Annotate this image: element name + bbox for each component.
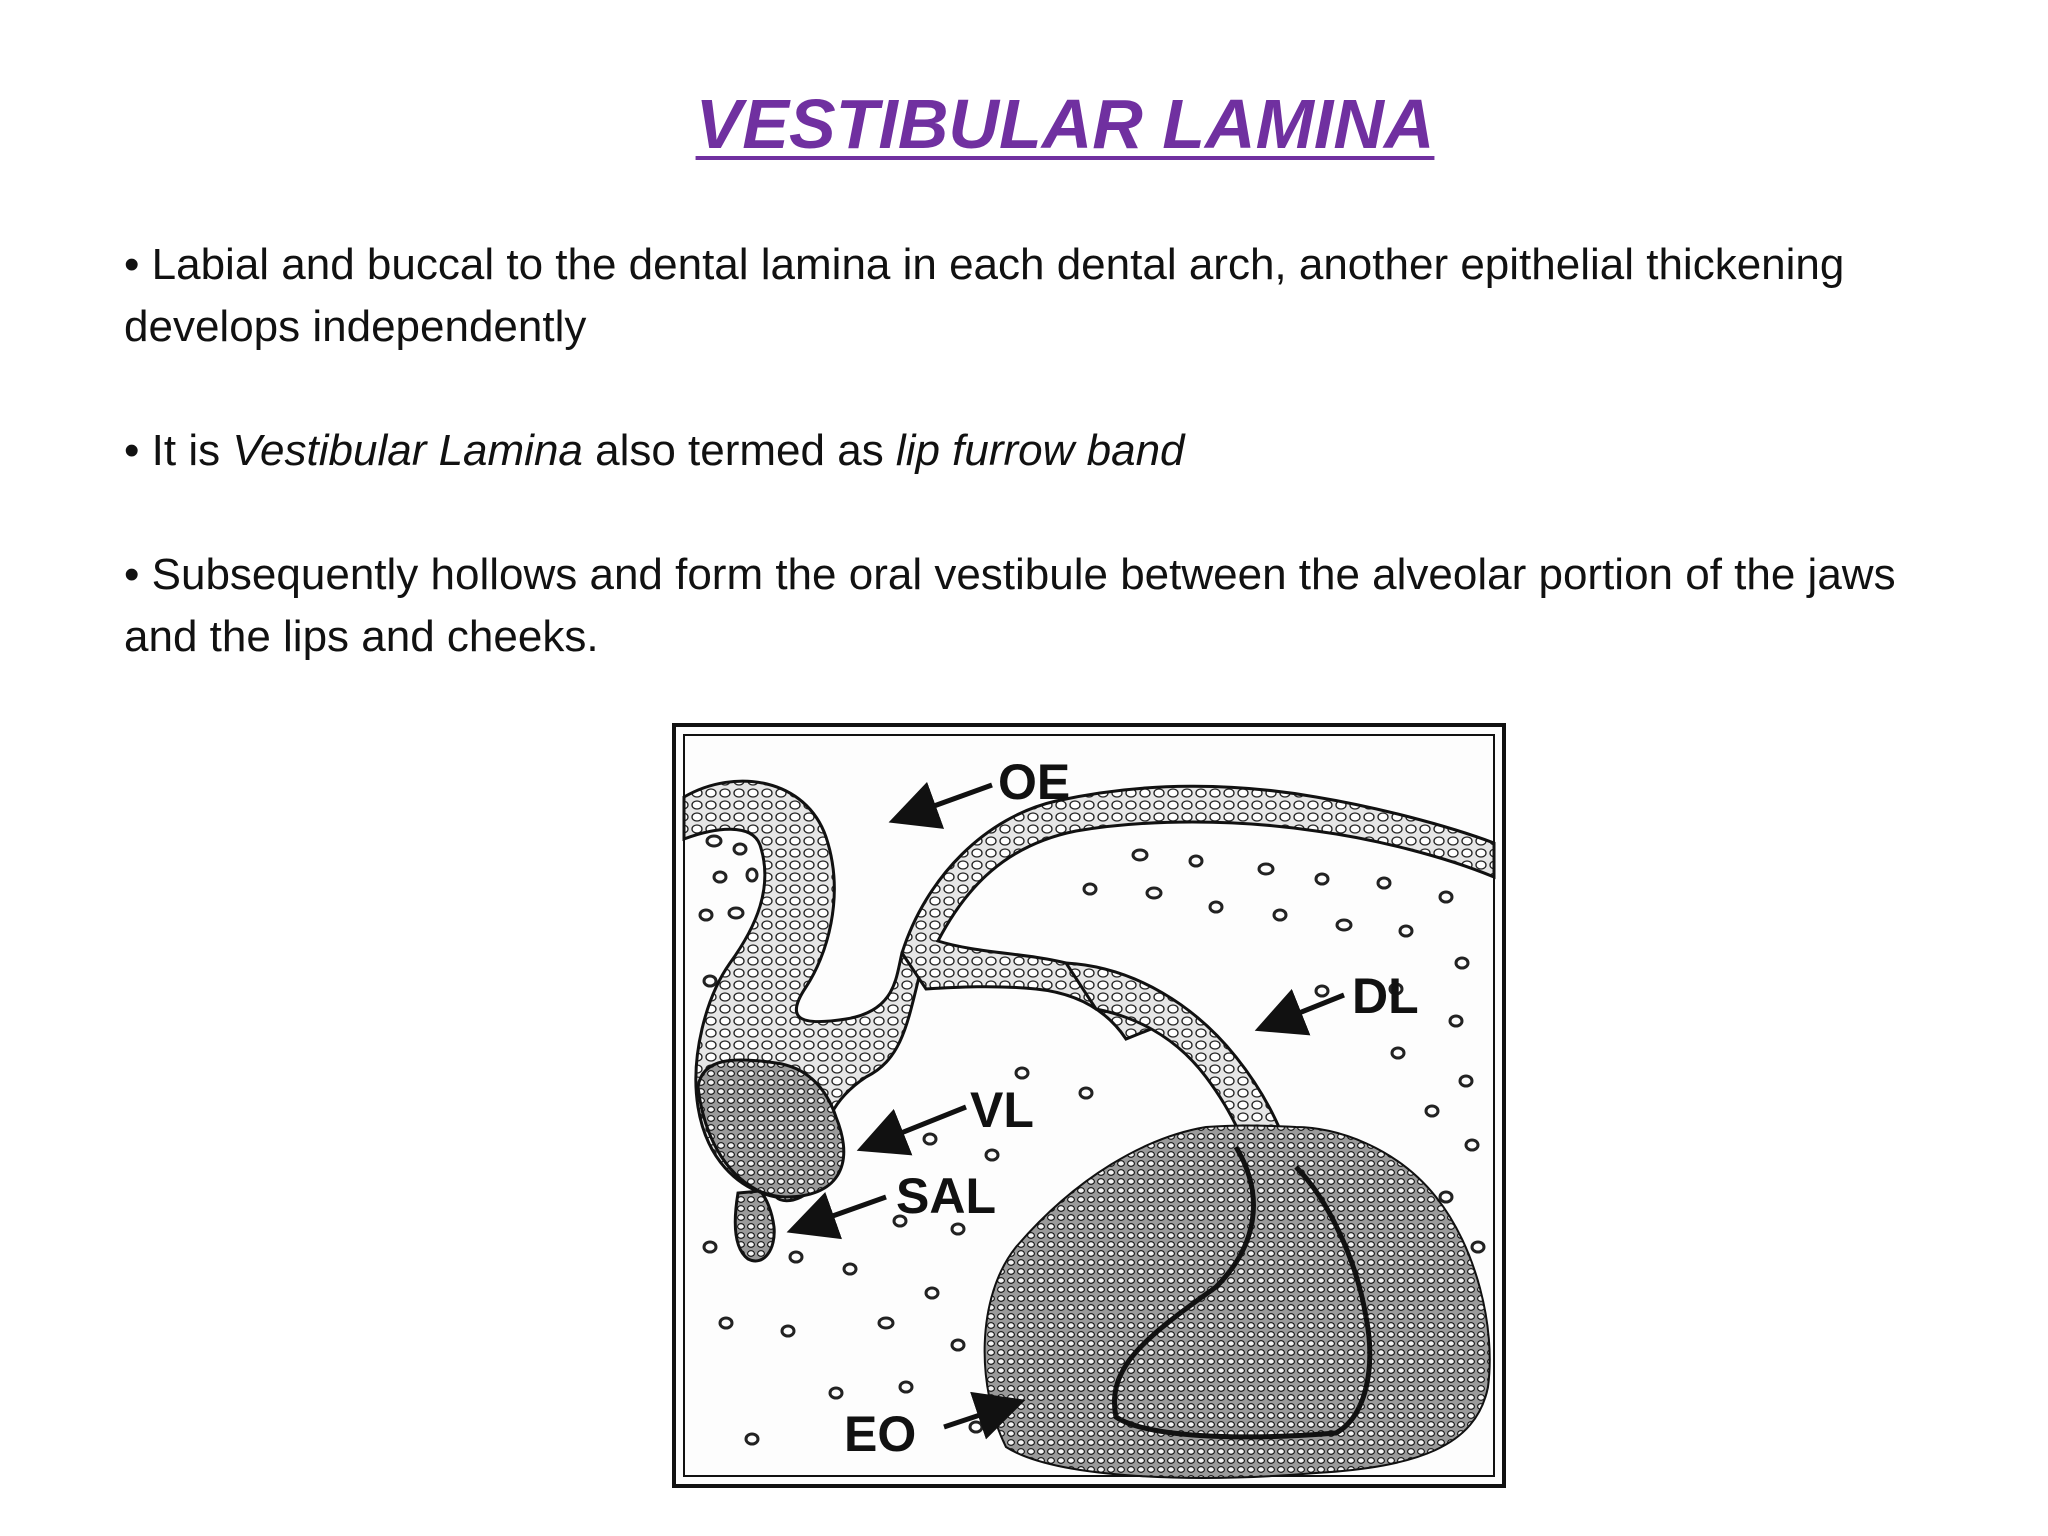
label-dl: DL <box>1352 968 1419 1024</box>
bullet-text: also termed as <box>582 426 896 475</box>
bullet-text: Subsequently hollows and form the oral vestibule between the alveolar portion of the jaws and the lips and cheeks. <box>124 550 1896 661</box>
bullet-marker: • <box>124 426 140 475</box>
bullet-text: It is <box>151 426 233 475</box>
bullet-list <box>124 234 1964 730</box>
bullet-item <box>124 544 1964 668</box>
label-oe: OE <box>998 754 1071 810</box>
bullet-marker: • <box>124 240 140 289</box>
bullet-emphasis: Vestibular Lamina <box>232 426 583 475</box>
histology-figure <box>672 723 1506 1488</box>
label-eo: EO <box>844 1406 917 1462</box>
bullet-marker: • <box>124 550 140 599</box>
bullet-item <box>124 234 1964 358</box>
histology-diagram <box>676 727 1502 1484</box>
enamel-organ <box>985 1126 1490 1478</box>
label-sal: SAL <box>896 1168 996 1224</box>
bullet-text: Labial and buccal to the dental lamina in each dental arch, another epithelial thickening develops independently <box>124 240 1845 351</box>
label-vl: VL <box>970 1082 1034 1138</box>
bullet-item <box>124 420 1964 482</box>
bullet-emphasis: lip furrow band <box>895 426 1185 475</box>
sal-knob <box>735 1191 774 1261</box>
slide-title: VESTIBULAR LAMINA <box>695 85 1435 163</box>
